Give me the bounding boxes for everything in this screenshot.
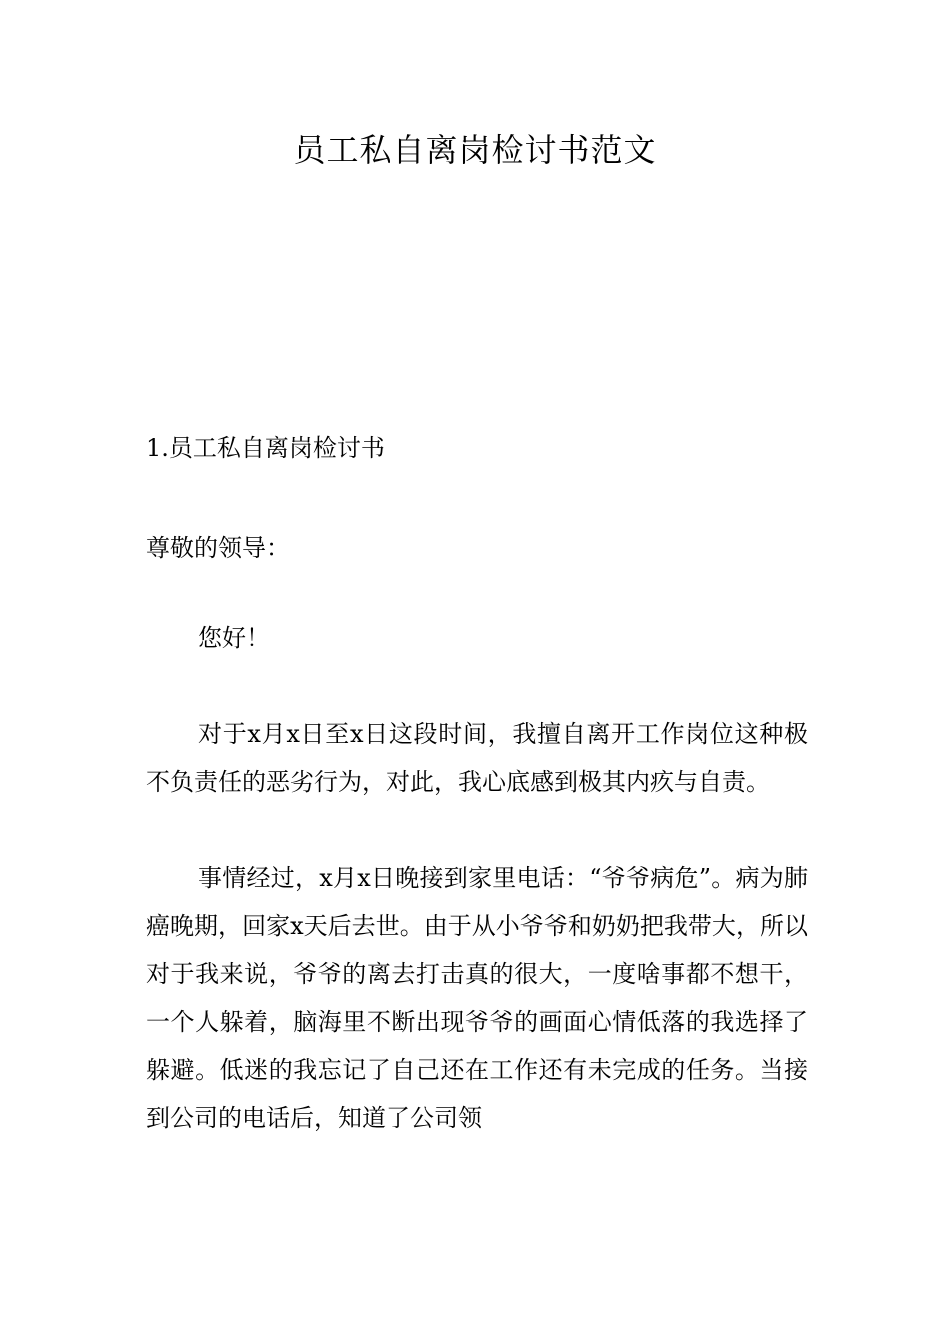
document-title: 员工私自离岗检讨书范文 xyxy=(293,131,657,169)
section-heading: 1.员工私自离岗检讨书 xyxy=(146,434,385,462)
salutation: 尊敬的领导： xyxy=(146,534,290,562)
paragraph-incident: 事情经过，x月x日晚接到家里电话：“爷爷病危”。病为肺癌晚期，回家x天后去世。由于从小爷爷和奶奶把我带大，所以对于我来说，爷爷的离去打击真的很大，一度啥事都不想干，一个人躲着，脑海里不断出现爷爷的画面心情低落的我选择了躲避。低迷的我忘记了自己还在工作还有未完成的任务。当接到公司的电话后，知道了公司领 xyxy=(146,864,808,1132)
greeting: 您好！ xyxy=(198,624,270,652)
paragraph-apology: 对于x月x日至x日这段时间，我擅自离开工作岗位这种极不负责任的恶劣行为，对此，我心底感到极其内疚与自责。 xyxy=(146,720,808,796)
document-body xyxy=(146,424,808,1190)
